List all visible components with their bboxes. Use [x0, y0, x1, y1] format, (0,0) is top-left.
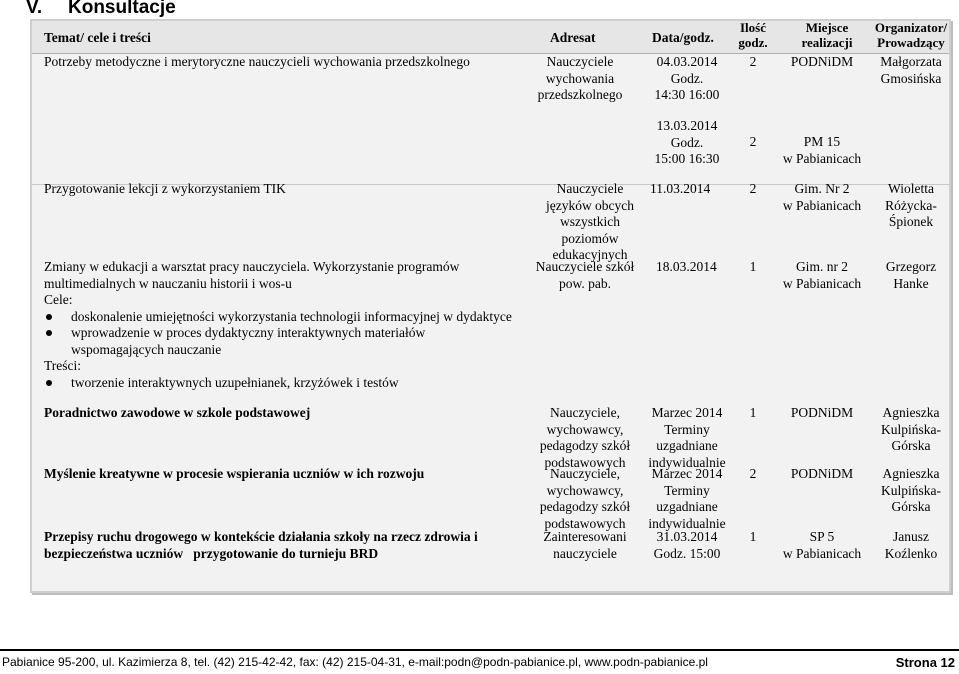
- date-line: 31.03.2014: [656, 529, 718, 544]
- row-4-date: [638, 405, 736, 471]
- row-6-topic: [44, 529, 524, 562]
- date-line: 15:00 16:30: [654, 151, 720, 166]
- date-line: 13.03.2014: [656, 118, 718, 133]
- date-line: indywidualnie: [648, 515, 726, 531]
- row-3-content-label: Treści:: [44, 358, 82, 373]
- date-line: uzgadniane: [656, 499, 718, 514]
- footer-rule: [0, 649, 959, 651]
- row-4-place: PODNiDM: [790, 405, 854, 420]
- addressee-line: wszystkich: [560, 214, 620, 229]
- organizer-line: Wioletta: [888, 181, 934, 196]
- header-organizer-line: Organizator/: [874, 20, 948, 35]
- place-line: w Pabianicach: [782, 150, 862, 166]
- date-line: Marzec 2014: [651, 405, 723, 420]
- addressee-line: podstawowych: [544, 515, 626, 531]
- row-1-session-1-date: [638, 54, 736, 104]
- header-date: Data/godz.: [652, 30, 714, 45]
- row-6-place: [772, 529, 872, 562]
- header-place: [776, 20, 878, 50]
- row-5-count: 2: [749, 466, 757, 481]
- addressee-line: pedagodzy szkół: [539, 438, 631, 453]
- row-5-topic: Myślenie kreatywne w procesie wspierania uczniów w ich rozwoju: [44, 466, 425, 481]
- section-number: V.: [26, 0, 43, 18]
- organizer-line: Górska: [891, 499, 931, 514]
- organizer-line: Małgorzata: [880, 54, 942, 69]
- date-line: uzgadniane: [656, 438, 718, 453]
- row-4-count: 1: [749, 405, 757, 420]
- row-2-place: [772, 181, 872, 214]
- page-footer: [2, 655, 955, 669]
- row-1-organizer: [870, 54, 952, 87]
- organizer-line: Gmosińska: [880, 70, 942, 86]
- header-organizer-line: Prowadzący: [877, 35, 945, 50]
- addressee-line: Nauczyciele,: [549, 466, 621, 481]
- date-line: Godz.: [670, 70, 704, 86]
- row-1-session-2-count: 2: [749, 134, 757, 149]
- row-4-organizer: [870, 405, 952, 455]
- row-2-organizer: [870, 181, 952, 231]
- header-organizer: [870, 20, 952, 50]
- date-line: Marzec 2014: [651, 466, 723, 481]
- topic-line: bezpieczeństwa uczniów przygotowanie do turnieju BRD: [44, 545, 379, 561]
- addressee-line: przedszkolnego: [537, 87, 623, 102]
- row-5-addressee: [520, 466, 650, 532]
- topic-line: Przepisy ruchu drogowego w kontekście działania szkoły na rzecz zdrowia i: [44, 529, 478, 544]
- row-5-place: PODNiDM: [790, 466, 854, 481]
- header-topic: Temat/ cele i treści: [44, 30, 151, 45]
- row-4-addressee: [520, 405, 650, 471]
- organizer-line: Kulpińska-: [881, 482, 941, 498]
- date-line: Godz. 15:00: [653, 545, 721, 561]
- organizer-line: Hanke: [893, 275, 929, 291]
- place-line: PM 15: [803, 134, 841, 149]
- place-line: SP 5: [809, 529, 835, 544]
- organizer-line: Grzegorz: [885, 259, 937, 274]
- list-item: tworzenie interaktywnych uzupełnianek, krzyżówek i testów: [44, 375, 514, 392]
- header-count-line: Ilość: [740, 20, 766, 35]
- date-line: Terminy: [664, 482, 710, 498]
- row-2-topic: Przygotowanie lekcji z wykorzystaniem TIK: [44, 181, 286, 196]
- row-3-count: 1: [749, 259, 757, 274]
- row-2-date: 11.03.2014: [650, 181, 711, 196]
- list-item: doskonalenie umiejętności wykorzystania technologii informacyjnej w dydaktyce: [44, 309, 514, 326]
- row-1-session-1-place: PODNiDM: [790, 54, 854, 69]
- header-count: [730, 20, 776, 50]
- place-line: w Pabianicach: [782, 545, 862, 561]
- row-1-session-2-date: [638, 118, 736, 168]
- place-line: Gim. Nr 2: [794, 181, 850, 196]
- header-place-line: realizacji: [801, 35, 853, 50]
- row-6-addressee: [520, 529, 650, 562]
- addressee-line: wychowawcy,: [546, 482, 624, 498]
- header-place-line: Miejsce: [805, 20, 849, 35]
- addressee-line: Nauczyciele: [546, 54, 614, 69]
- row-3-goals-label: Cele:: [44, 292, 73, 307]
- row-1-topic: Potrzeby metodyczne i merytoryczne nauczycieli wychowania przedszkolnego: [44, 54, 470, 69]
- addressee-line: nauczyciele: [553, 545, 617, 561]
- row-6-count: 1: [749, 529, 757, 544]
- place-line: Gim. nr 2: [795, 259, 849, 274]
- header-addressee: Adresat: [550, 30, 596, 45]
- addressee-line: Nauczyciele szkół: [535, 259, 635, 274]
- addressee-line: wychowania: [545, 70, 615, 86]
- addressee-line: poziomów: [561, 230, 619, 246]
- row-2-addressee: [530, 181, 650, 264]
- section-heading: [26, 0, 176, 19]
- row-3-date: 18.03.2014: [656, 259, 717, 274]
- row-3-topic: Zmiany w edukacji a warsztat pracy nauczyciela. Wykorzystanie programów multimedialnych w nauczaniu historii i wos-u: [44, 259, 460, 291]
- addressee-line: podstawowych: [544, 454, 626, 470]
- row-2-count: 2: [749, 181, 757, 196]
- row-3-cell: [44, 259, 514, 391]
- row-3-goals-list: [44, 309, 514, 359]
- footer-contact: Pabianice 95-200, ul. Kazimierza 8, tel. (42) 215-42-42, fax: (42) 215-04-31, e-mail:podn@podn-pabianice.pl, www.podn-pabianice.pl: [2, 655, 708, 669]
- place-line: w Pabianicach: [782, 275, 862, 291]
- addressee-line: Nauczyciele,: [549, 405, 621, 420]
- row-1-session-2-place: [772, 134, 872, 167]
- section-title: Konsultacje: [68, 0, 176, 18]
- organizer-line: Koźlenko: [884, 545, 938, 561]
- organizer-line: Górska: [891, 438, 931, 453]
- row-6-organizer: [870, 529, 952, 562]
- addressee-line: Zainteresowani: [543, 529, 627, 544]
- organizer-line: Kulpińska-: [881, 421, 941, 437]
- row-3-addressee: [520, 259, 650, 292]
- addressee-line: wychowawcy,: [546, 421, 624, 437]
- row-5-organizer: [870, 466, 952, 516]
- organizer-line: Śpionek: [888, 214, 934, 229]
- addressee-line: pedagodzy szkół: [539, 499, 631, 514]
- page-number: Strona 12: [895, 655, 955, 670]
- addressee-line: edukacyjnych: [552, 247, 628, 262]
- organizer-line: Agnieszka: [882, 405, 940, 420]
- row-3-place: [772, 259, 872, 292]
- consultations-table: [30, 19, 951, 593]
- date-line: Terminy: [664, 421, 710, 437]
- organizer-line: Agnieszka: [882, 466, 940, 481]
- header-count-line: godz.: [738, 35, 768, 50]
- organizer-line: Janusz: [893, 529, 929, 544]
- date-line: indywidualnie: [648, 454, 726, 470]
- row-5-date: [638, 466, 736, 532]
- date-line: Godz.: [670, 134, 704, 150]
- addressee-line: języków obcych: [545, 197, 635, 213]
- row-6-date: [638, 529, 736, 562]
- row-4-topic: Poradnictwo zawodowe w szkole podstawowej: [44, 405, 311, 420]
- place-line: w Pabianicach: [782, 197, 862, 213]
- addressee-line: Nauczyciele: [556, 181, 624, 196]
- row-3-content-list: [44, 375, 514, 392]
- row-1-addressee: [510, 54, 650, 104]
- addressee-line: pow. pab.: [559, 275, 611, 291]
- organizer-line: Różycka-: [885, 197, 937, 213]
- list-item: wprowadzenie w proces dydaktyczny interaktywnych materiałów wspomagających nauczanie: [44, 325, 514, 358]
- row-1-session-1-count: 2: [749, 54, 757, 69]
- row-3-organizer: [870, 259, 952, 292]
- date-line: 04.03.2014: [656, 54, 718, 69]
- date-line: 14:30 16:00: [654, 87, 720, 102]
